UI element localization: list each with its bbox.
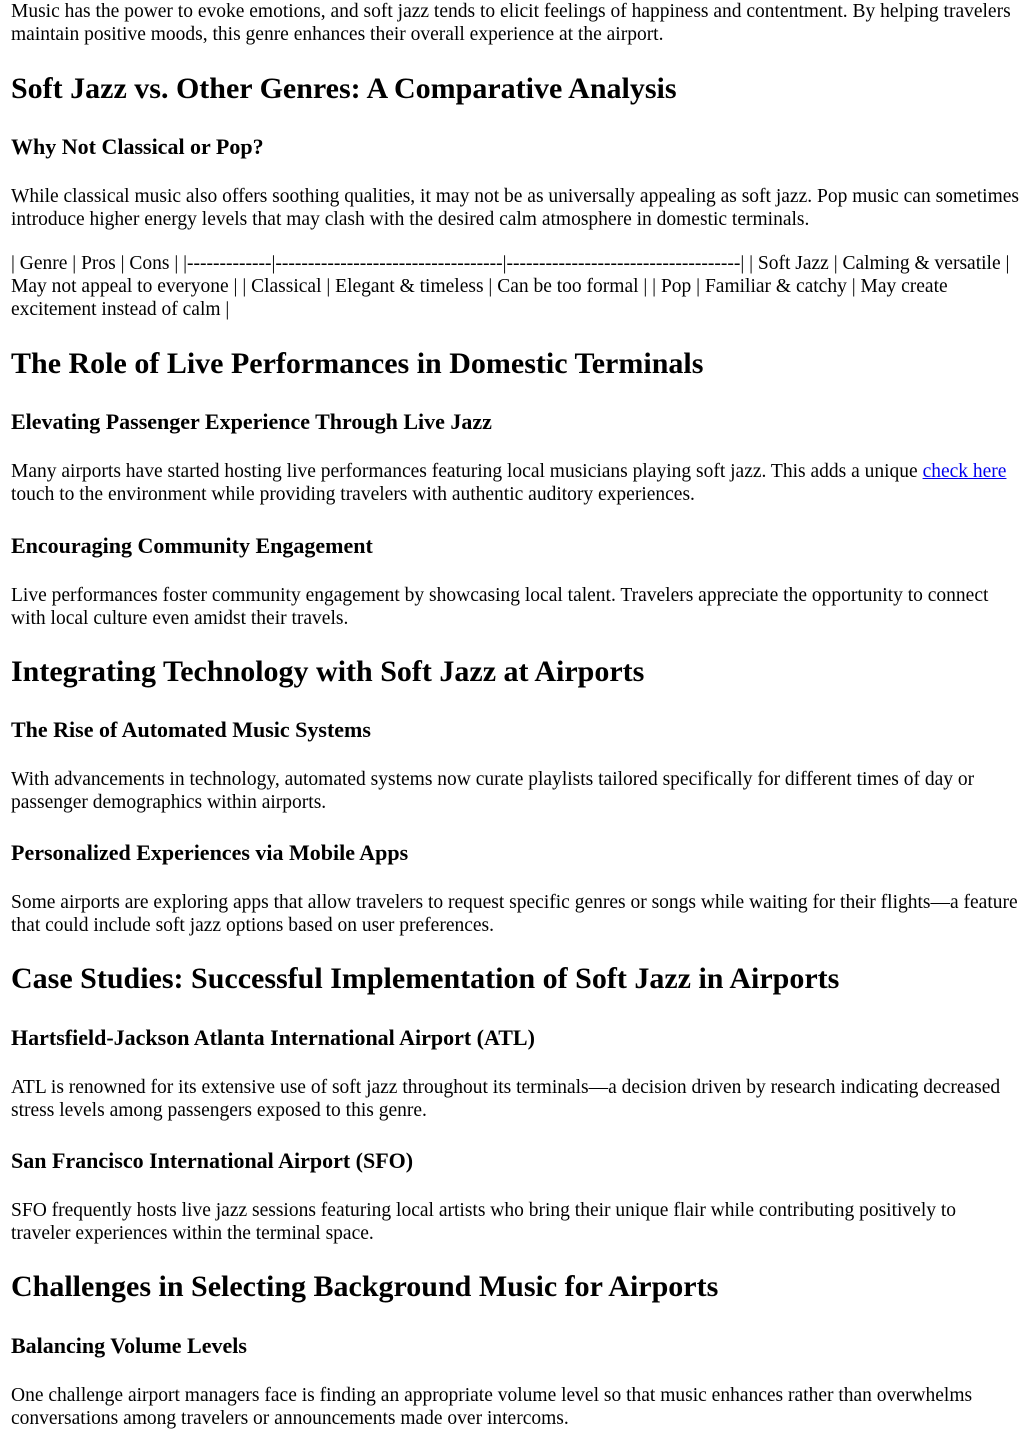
paragraph-automated-systems: With advancements in technology, automated systems now curate playlists tailored specifically for different times of day or passenger demographics within airports. bbox=[11, 769, 975, 813]
heading-comparative-analysis: Soft Jazz vs. Other Genres: A Comparative Analysis bbox=[11, 72, 677, 105]
heading-challenges: Challenges in Selecting Background Music for Airports bbox=[11, 1270, 719, 1303]
subheading-community-engagement: Encouraging Community Engagement bbox=[11, 533, 373, 558]
heading-integrating-technology: Integrating Technology with Soft Jazz at Airports bbox=[11, 655, 645, 688]
paragraph-mood-effects: Music has the power to evoke emotions, and soft jazz tends to elicit feelings of happiness and contentment. By helping travelers maintain positive moods, this genre enhances their overall experience at the airport. bbox=[11, 1, 1011, 45]
subheading-sfo-airport: San Francisco International Airport (SFO) bbox=[11, 1148, 414, 1173]
subheading-mobile-apps: Personalized Experiences via Mobile Apps bbox=[11, 840, 409, 865]
paragraph-mobile-apps: Some airports are exploring apps that allow travelers to request specific genres or songs while waiting for their flights—a feature that could include soft jazz options based on user preferences. bbox=[11, 892, 1018, 936]
heading-case-studies: Case Studies: Successful Implementation of Soft Jazz in Airports bbox=[11, 962, 840, 995]
paragraph-sfo-airport: SFO frequently hosts live jazz sessions featuring local artists who bring their unique flair while contributing positively to traveler experiences within the terminal space. bbox=[11, 1200, 957, 1244]
check-here-link[interactable]: check here bbox=[922, 461, 1007, 482]
paragraph-live-performances-link bbox=[11, 460, 1019, 506]
subheading-why-not-classical-or-pop: Why Not Classical or Pop? bbox=[11, 134, 264, 159]
subheading-atl-airport: Hartsfield-Jackson Atlanta International Airport (ATL) bbox=[11, 1025, 535, 1050]
paragraph-text-before-link: Many airports have started hosting live performances featuring local musicians playing soft jazz. This adds a unique bbox=[11, 461, 923, 482]
paragraph-classical-vs-pop: While classical music also offers soothing qualities, it may not be as universally appealing as soft jazz. Pop music can sometimes introduce higher energy levels that may clash with the desired calm atmosphere in domestic terminals. bbox=[11, 186, 1019, 230]
paragraph-genre-table-markdown: | Genre | Pros | Cons | |-------------|-----------------------------------|------------------------------------| | Soft Jazz | Calming & versatile | May not appeal to everyone | | Classical | Elegant & timeless | Can be too formal | | Pop | Familiar & catchy | May create excitement instead of calm | bbox=[11, 253, 1010, 320]
paragraph-community-engagement: Live performances foster community engagement by showcasing local talent. Travelers appreciate the opportunity to connect with local culture even amidst their travels. bbox=[11, 585, 989, 629]
paragraph-volume-levels: One challenge airport managers face is finding an appropriate volume level so that music enhances rather than overwhelms conversations among travelers or announcements made over intercoms. bbox=[11, 1385, 973, 1429]
paragraph-atl-airport: ATL is renowned for its extensive use of soft jazz throughout its terminals—a decision driven by research indicating decreased stress levels among passengers exposed to this genre. bbox=[11, 1077, 1001, 1121]
heading-live-performances: The Role of Live Performances in Domestic Terminals bbox=[11, 347, 704, 380]
subheading-automated-music-systems: The Rise of Automated Music Systems bbox=[11, 717, 371, 742]
subheading-balancing-volume: Balancing Volume Levels bbox=[11, 1333, 247, 1358]
paragraph-text-after-link: touch to the environment while providing travelers with authentic auditory experiences. bbox=[11, 484, 695, 505]
subheading-elevating-passenger-experience: Elevating Passenger Experience Through Live Jazz bbox=[11, 409, 492, 434]
